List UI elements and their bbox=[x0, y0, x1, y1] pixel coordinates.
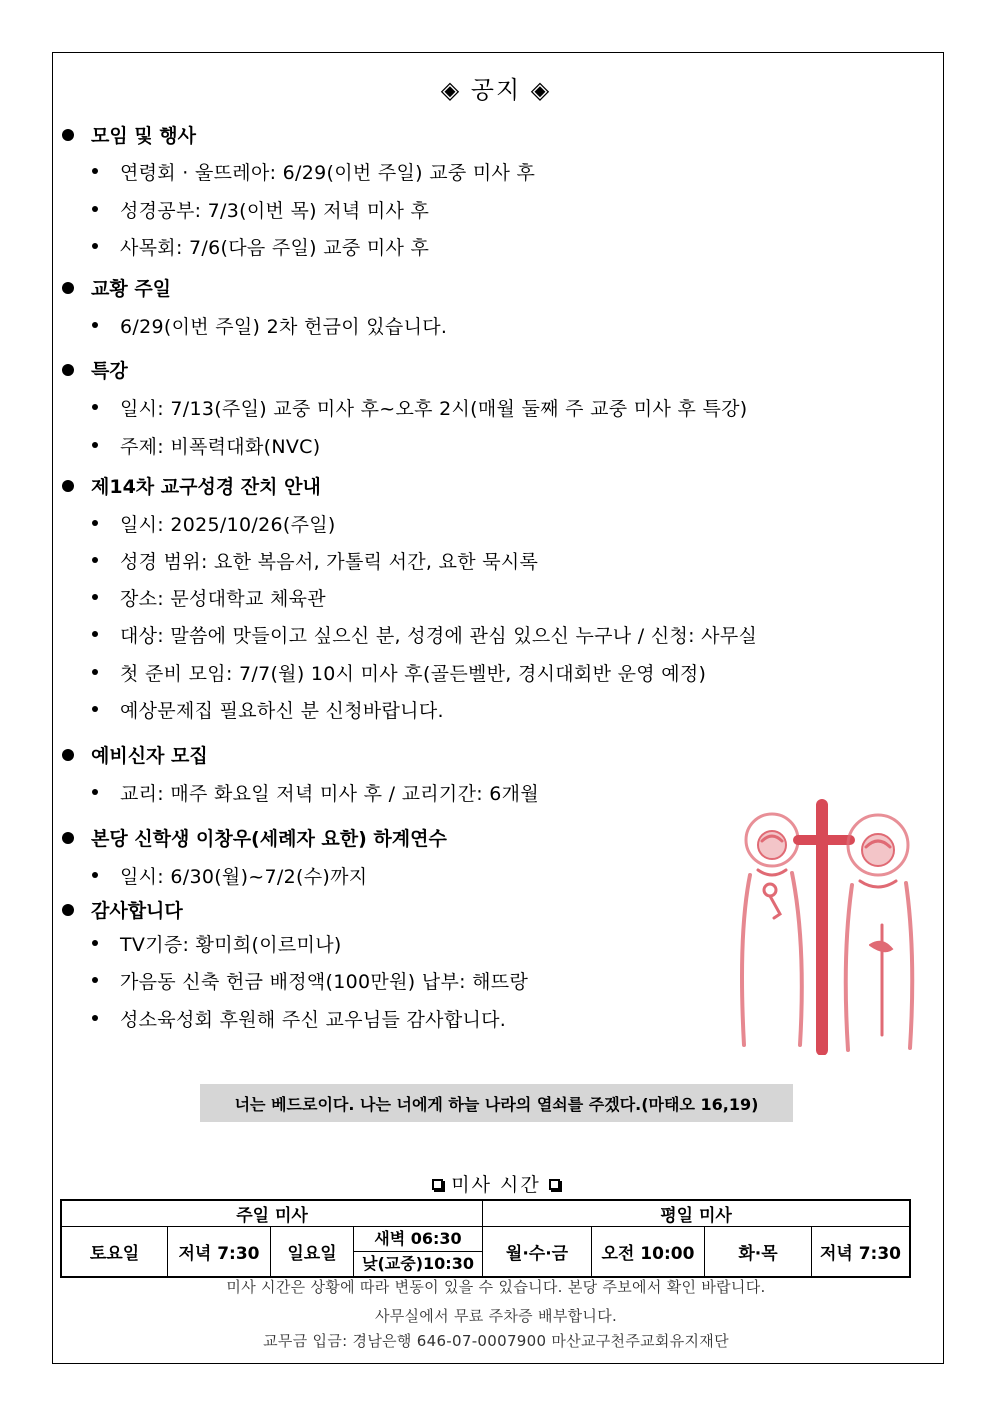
bullet-dot bbox=[62, 832, 74, 844]
sunday-day-time: 낮(교중)10:30 bbox=[354, 1252, 483, 1278]
square-icon bbox=[432, 1179, 443, 1190]
list-item: 일시: 2025/10/26(주일) bbox=[92, 510, 336, 537]
bullet-dot bbox=[62, 364, 74, 376]
list-item: 예상문제집 필요하신 분 신청바랍니다. bbox=[92, 696, 444, 723]
bullet-dot bbox=[62, 749, 74, 761]
sunday-label: 일요일 bbox=[271, 1227, 354, 1278]
weekday-mass-header: 평일 미사 bbox=[483, 1200, 911, 1227]
section-heading-bible-festival: 제14차 교구성경 잔치 안내 bbox=[62, 472, 321, 499]
tue-thu-time: 저녁 7:30 bbox=[812, 1227, 911, 1278]
section-heading-seminarian: 본당 신학생 이창우(세례자 요한) 하계연수 bbox=[62, 824, 447, 851]
scripture-quote: 너는 베드로이다. 나는 너에게 하늘 나라의 열쇠를 주겠다.(마태오 16,19) bbox=[200, 1084, 793, 1122]
list-item: 성경공부: 7/3(이번 목) 저녁 미사 후 bbox=[92, 196, 429, 223]
mass-times-title: 미사 시간 bbox=[0, 1170, 992, 1197]
mass-times-table bbox=[60, 1199, 911, 1278]
section-heading-catechumen: 예비신자 모집 bbox=[62, 741, 208, 768]
list-item: 성경 범위: 요한 복음서, 가톨릭 서간, 요한 묵시록 bbox=[92, 547, 538, 574]
saturday-time: 저녁 7:30 bbox=[168, 1227, 271, 1278]
bullet-dot bbox=[62, 129, 74, 141]
sunday-mass-header: 주일 미사 bbox=[61, 1200, 483, 1227]
parking-note: 사무실에서 무료 주차증 배부합니다. bbox=[374, 1307, 618, 1325]
tue-thu-label: 화·목 bbox=[705, 1227, 812, 1278]
list-item: 첫 준비 모임: 7/7(월) 10시 미사 후(골든벨반, 경시대회반 운영 예정) bbox=[92, 659, 706, 686]
list-item: 장소: 문성대학교 체육관 bbox=[92, 584, 326, 611]
list-item: 사목회: 7/6(다음 주일) 교중 미사 후 bbox=[92, 233, 429, 260]
list-item: 교리: 매주 화요일 저녁 미사 후 / 교리기간: 6개월 bbox=[92, 779, 539, 806]
donation-account: 교무금 입금: 경남은행 646-07-0007900 마산교구천주교회유지재단 bbox=[263, 1332, 729, 1350]
bullet-dot bbox=[62, 480, 74, 492]
bullet-dot bbox=[62, 282, 74, 294]
saturday-label: 토요일 bbox=[61, 1227, 168, 1278]
mass-change-note: 미사 시간은 상황에 따라 변동이 있을 수 있습니다. 본당 주보에서 확인 바랍니다. bbox=[226, 1278, 766, 1296]
list-item: 주제: 비폭력대화(NVC) bbox=[92, 432, 320, 459]
list-item: 일시: 7/13(주일) 교중 미사 후~오후 2시(매월 둘째 주 교중 미사 후 특강) bbox=[92, 394, 747, 421]
section-heading-thanks: 감사합니다 bbox=[62, 896, 183, 923]
list-item: 대상: 말씀에 맛들이고 싶으신 분, 성경에 관심 있으신 누구나 / 신청: 사무실 bbox=[92, 621, 757, 648]
list-item: TV기증: 황미희(이르미나) bbox=[92, 930, 342, 957]
section-heading-lecture: 특강 bbox=[62, 356, 128, 383]
mwf-time: 오전 10:00 bbox=[592, 1227, 705, 1278]
list-item: 연령회 · 울뜨레아: 6/29(이번 주일) 교중 미사 후 bbox=[92, 158, 535, 185]
list-item: 가음동 신축 헌금 배정액(100만원) 납부: 해뜨랑 bbox=[92, 967, 528, 994]
list-item: 6/29(이번 주일) 2차 헌금이 있습니다. bbox=[92, 312, 447, 339]
square-icon bbox=[549, 1179, 560, 1190]
saints-illustration bbox=[730, 795, 920, 1055]
page-title: ◈ 공지 ◈ bbox=[440, 76, 552, 104]
mwf-label: 월·수·금 bbox=[483, 1227, 592, 1278]
bullet-dot bbox=[62, 904, 74, 916]
section-heading-meetings: 모임 및 행사 bbox=[62, 121, 196, 148]
list-item: 일시: 6/30(월)~7/2(수)까지 bbox=[92, 862, 367, 889]
sunday-dawn-time: 새벽 06:30 bbox=[354, 1227, 483, 1252]
section-heading-pope-sunday: 교황 주일 bbox=[62, 274, 171, 301]
list-item: 성소육성회 후원해 주신 교우님들 감사합니다. bbox=[92, 1005, 506, 1032]
